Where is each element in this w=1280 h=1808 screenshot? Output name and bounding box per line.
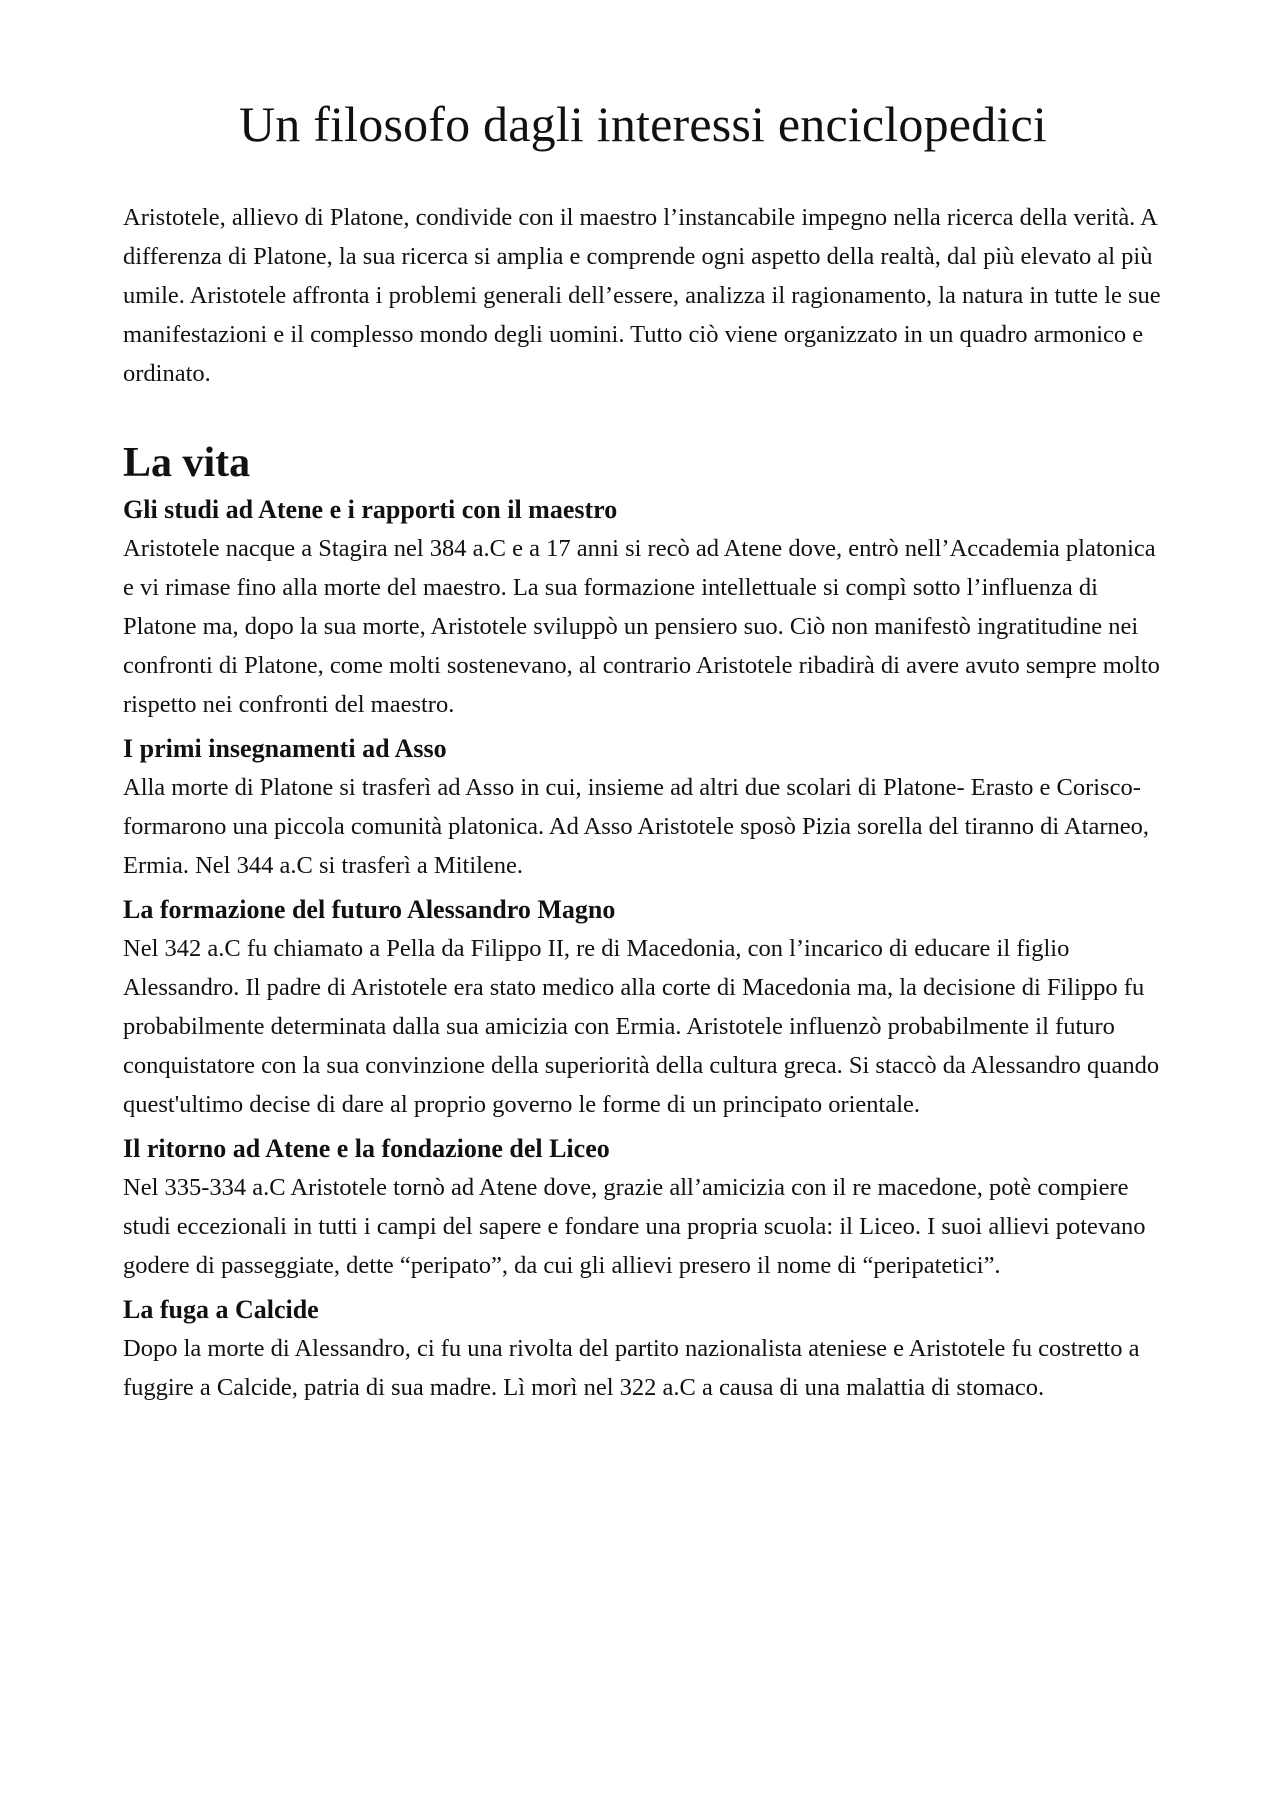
- subsection-title: Gli studi ad Atene e i rapporti con il maestro: [123, 495, 618, 524]
- subsection-asso: [123, 730, 1163, 885]
- intro-paragraph: Aristotele, allievo di Platone, condivide con il maestro l’instancabile impegno nella ricerca della verità. A differenza di Platone, la sua ricerca si amplia e comprende ogni aspetto della realtà, dal più elevato al più umile. Aristotele affronta i problemi generali dell’essere, analizza il ragionamento, la natura in tutte le sue manifestazioni e il complesso mondo degli uomini. Tutto ciò viene organizzato in un quadro armonico e ordinato.: [123, 204, 1161, 387]
- document-page: [123, 92, 1163, 1407]
- subsection-paragraph: Nel 342 a.C fu chiamato a Pella da Filippo II, re di Macedonia, con l’incarico di educare il figlio Alessandro. Il padre di Aristotele era stato medico alla corte di Macedonia ma, la decisione di Filippo fu probabilmente determinata dalla sua amicizia con Ermia. Aristotele influenzò probabilmente il futuro conquistatore con la sua convinzione della superiorità della cultura greca. Si staccò da Alessandro quando quest'ultimo decise di dare al proprio governo le forme di un principato orientale.: [123, 935, 1160, 1118]
- subsection-title: La fuga a Calcide: [123, 1295, 319, 1324]
- subsection-calcide: [123, 1291, 1163, 1407]
- subsection-alessandro: [123, 891, 1163, 1124]
- subsection-paragraph: Nel 335-334 a.C Aristotele tornò ad Atene dove, grazie all’amicizia con il re macedone, potè compiere studi eccezionali in tutti i campi del sapere e fondare una propria scuola: il Liceo. I suoi allievi potevano godere di passeggiate, dette “peripato”, da cui gli allievi presero il nome di “peripatetici”.: [123, 1174, 1146, 1279]
- subsection-paragraph: Aristotele nacque a Stagira nel 384 a.C e a 17 anni si recò ad Atene dove, entrò nell’Accademia platonica e vi rimase fino alla morte del maestro. La sua formazione intellettuale si compì sotto l’influenza di Platone ma, dopo la sua morte, Aristotele sviluppò un pensiero suo. Ciò non manifestò ingratitudine nei confronti di Platone, come molti sostenevano, al contrario Aristotele ribadirà di avere avuto sempre molto rispetto nei confronti del maestro.: [123, 535, 1160, 718]
- subsection-studi-atene: [123, 491, 1163, 724]
- subsection-title: I primi insegnamenti ad Asso: [123, 734, 447, 763]
- subsection-liceo: [123, 1130, 1163, 1285]
- section-title-la-vita: La vita: [123, 440, 251, 486]
- subsection-paragraph: Dopo la morte di Alessandro, ci fu una rivolta del partito nazionalista ateniese e Aristotele fu costretto a fuggire a Calcide, patria di sua madre. Lì morì nel 322 a.C a causa di una malattia di stomaco.: [123, 1335, 1140, 1401]
- subsection-paragraph: Alla morte di Platone si trasferì ad Asso in cui, insieme ad altri due scolari di Platone- Erasto e Corisco- formarono una piccola comunità platonica. Ad Asso Aristotele sposò Pizia sorella del tiranno di Atarneo, Ermia. Nel 344 a.C si trasferì a Mitilene.: [123, 774, 1150, 879]
- subsection-title: Il ritorno ad Atene e la fondazione del Liceo: [123, 1134, 610, 1163]
- subsection-title: La formazione del futuro Alessandro Magno: [123, 895, 616, 924]
- document-title: Un filosofo dagli interessi enciclopedici: [239, 96, 1047, 152]
